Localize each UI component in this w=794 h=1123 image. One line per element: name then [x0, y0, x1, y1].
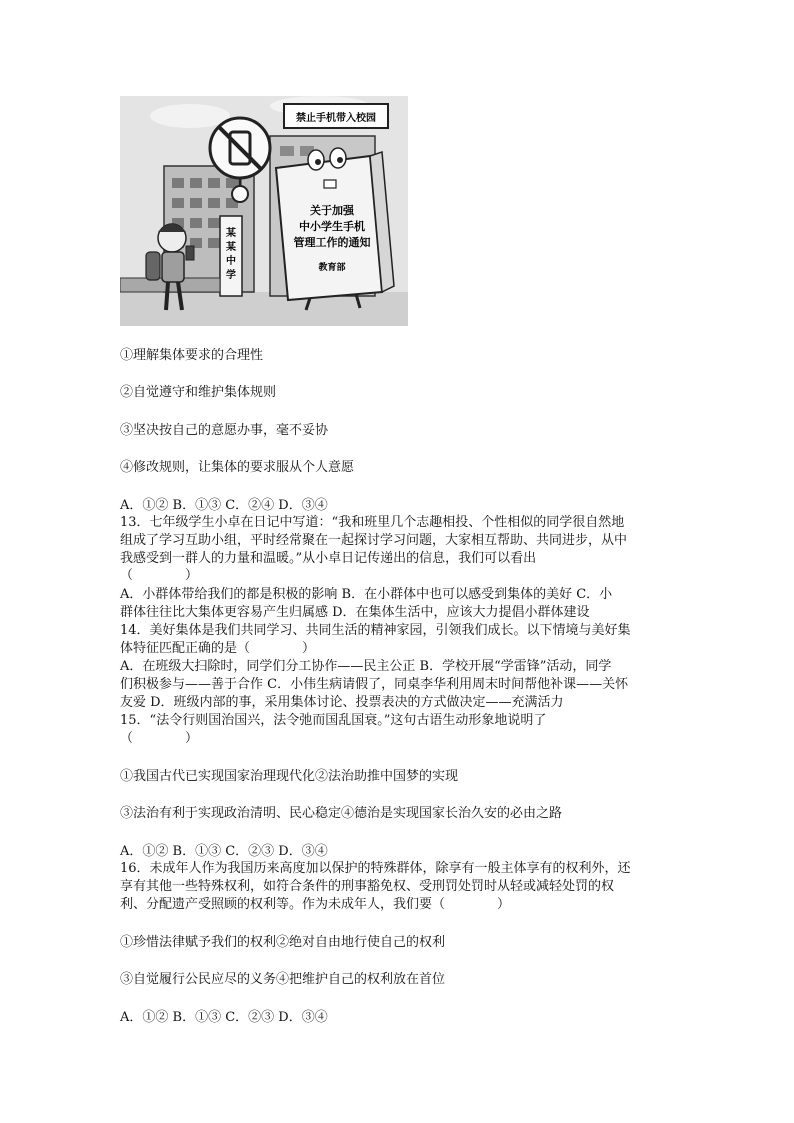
q13-answer-blank: （ ）	[120, 568, 199, 583]
q15-items-line-1: ①我国古代已实现国家治理现代化②法治助推中国梦的实现	[120, 769, 459, 784]
q13-options-line-2: 群体往往比大集体更容易产生归属感 D．在集体生活中，应该大力提倡小群体建设	[120, 605, 590, 620]
q12-item-4: ④修改规则，让集体的要求服从个人意愿	[120, 460, 355, 475]
q14-stem-line-2: 体特征匹配正确的是（ ）	[120, 641, 316, 656]
school-sign-char-3: 中	[226, 256, 236, 267]
q12-item-2: ②自觉遵守和维护集体规则	[120, 385, 277, 400]
q13-stem-line-3: 我感受到一群人的力量和温暖。”从小卓日记传递出的信息，我们可以看出	[120, 551, 537, 566]
q15-stem-line-1: 15．“法令行则国治国兴，法令弛而国乱国衰。”这句古语生动形象地说明了	[120, 713, 547, 728]
q14-options-line-2: 们积极参与——善于合作 C．小伟生病请假了，同桌李华利用周末时间帮他补课——关怀	[120, 677, 629, 692]
school-sign-char-1: 某	[226, 228, 236, 239]
notice-issuer: 教育部	[318, 263, 346, 273]
q16-items-line-1: ①珍惜法律赋予我们的权利②绝对自由地行使自己的权利	[120, 935, 446, 950]
q16-options: A．①② B．①③ C．②③ D．③④	[120, 1010, 328, 1025]
notice-line-3: 管理工作的通知	[293, 236, 371, 249]
q14-options-line-3: 友爱 D．班级内部的事，采用集体讨论、投票表决的方式做决定——充满活力	[120, 695, 564, 710]
q13-stem-line-2: 组成了学习互助小组，平时经常聚在一起探讨学习问题，大家相互帮助、共同进步，从中	[120, 533, 628, 548]
q14-stem-line-1: 14．美好集体是我们共同学习、共同生活的精神家园，引领我们成长。以下情境与美好集	[120, 623, 631, 638]
q12-item-3: ③坚决按自己的意愿办事，毫不妥协	[120, 423, 329, 438]
school-sign-char-2: 某	[226, 242, 236, 253]
q13-stem-line-1: 13．七年级学生小卓在日记中写道：“我和班里几个志趣相投、个性相似的同学很自然地	[120, 515, 625, 530]
q12-item-1: ①理解集体要求的合理性	[120, 348, 264, 363]
notice-line-2: 中小学生手机	[299, 220, 365, 233]
notice-line-1: 关于加强	[310, 204, 354, 217]
q15-answer-blank: （ ）	[120, 731, 199, 746]
q13-options-line-1: A．小群体带给我们的都是积极的影响 B．在小群体中也可以感受到集体的美好 C．小	[120, 587, 613, 602]
q16-stem-line-3: 利、分配遗产受照顾的权利等。作为未成年人，我们要（ ）	[120, 897, 511, 912]
q16-stem-line-2: 享有其他一些特殊权利，如符合条件的刑事豁免权、受刑罚处罚时从轻或减轻处罚的权	[120, 879, 615, 894]
school-sign-char-4: 学	[226, 270, 236, 281]
q14-options-line-1: A．在班级大扫除时，同学们分工协作——民主公正 B．学校开展“学雷锋”活动，同学	[120, 659, 612, 674]
cartoon-drawing	[120, 96, 408, 326]
cartoon-illustration	[120, 96, 408, 326]
q15-options: A．①② B．①③ C．②③ D．③④	[120, 844, 328, 859]
q15-items-line-2: ③法治有利于实现政治清明、民心稳定④德治是实现国家长治久安的必由之路	[120, 806, 563, 821]
q12-options: A．①② B．①③ C．②④ D．③④	[120, 498, 328, 513]
q16-items-line-2: ③自觉履行公民应尽的义务④把维护自己的权利放在首位	[120, 972, 446, 987]
q16-stem-line-1: 16．未成年人作为我国历来高度加以保护的特殊群体，除享有一般主体享有的权利外，还	[120, 861, 631, 876]
no-phone-sign-text: 禁止手机带入校园	[296, 113, 376, 124]
